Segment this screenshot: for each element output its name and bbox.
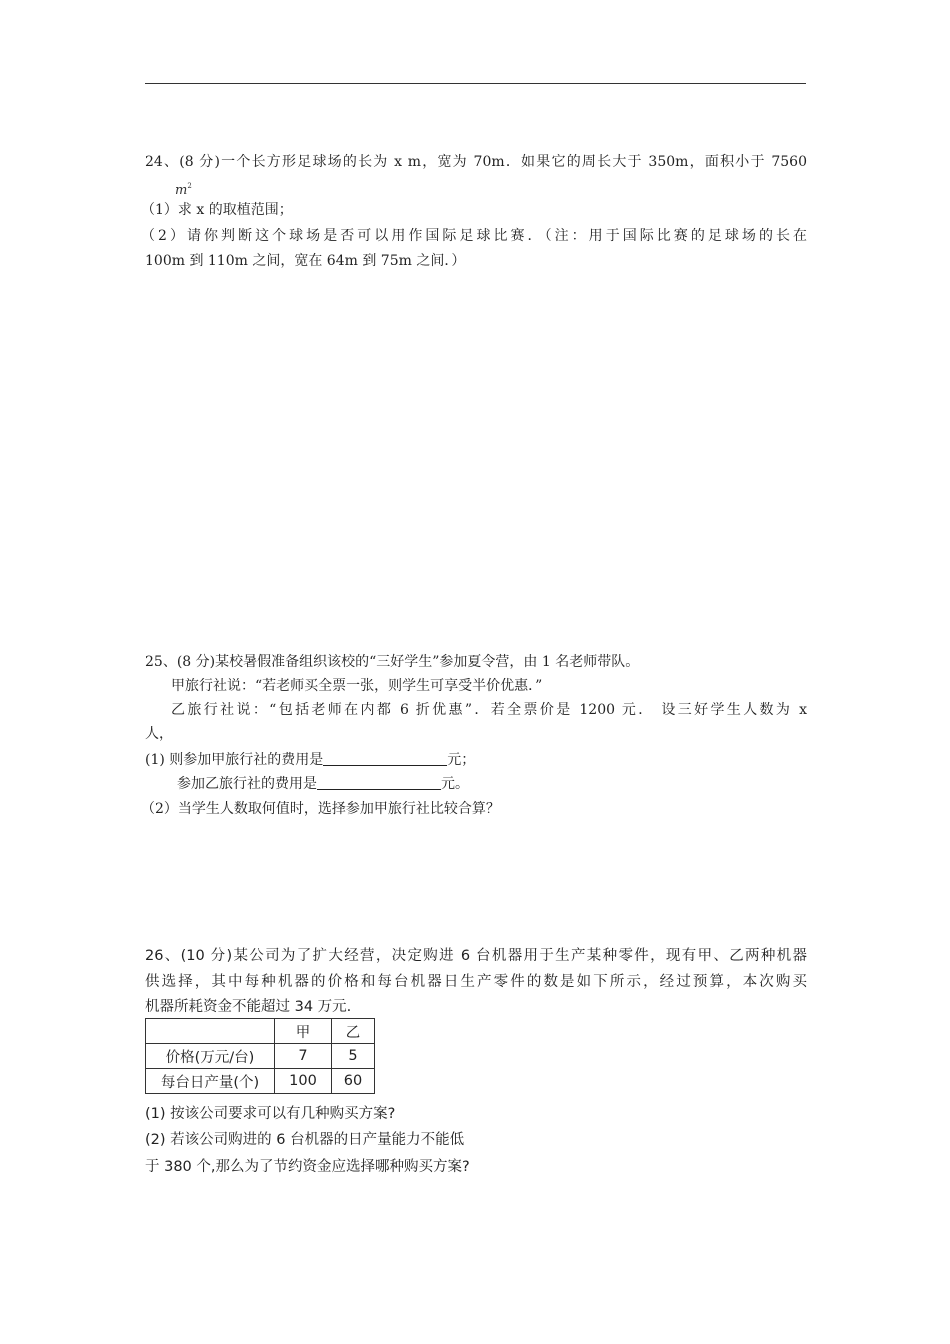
q25-line4: 人， bbox=[145, 726, 173, 742]
table-header-cell: 甲 bbox=[275, 1019, 332, 1044]
table-cell: 每台日产量(个) bbox=[146, 1069, 275, 1094]
q25-line1: 25、(8 分)某校暑假准备组织该校的“三好学生”参加夏令营，由 1 名老师带队。 bbox=[145, 654, 640, 670]
table-header-cell bbox=[146, 1019, 275, 1044]
table-cell: 5 bbox=[332, 1044, 375, 1069]
q26-line1: 26、(10 分)某公司为了扩大经营，决定购进 6 台机器用于生产某种零件，现有甲、乙两种机器 bbox=[145, 948, 807, 964]
q26-line3: 机器所耗资金不能超过 34 万元. bbox=[145, 999, 352, 1015]
q24-part2-line2: 100m 到 110m 之间，宽在 64m 到 75m 之间．） bbox=[145, 253, 466, 269]
q26-line2: 供选择，其中每种机器的价格和每台机器日生产零件的数是如下所示，经过预算，本次购买 bbox=[145, 974, 807, 990]
q24-part1: （1）求 x 的取植范围； bbox=[141, 202, 293, 218]
table-cell: 价格(万元/台) bbox=[146, 1044, 275, 1069]
q25-line2: 甲旅行社说：“若老师买全票一张，则学生可享受半价优惠．” bbox=[171, 678, 543, 694]
q26-part2-line2: 于 380 个,那么为了节约资金应选择哪种购买方案? bbox=[145, 1159, 470, 1175]
q24-area-unit bbox=[175, 176, 192, 201]
header-rule bbox=[145, 83, 806, 84]
table-row bbox=[146, 1044, 375, 1069]
table-header-cell: 乙 bbox=[332, 1019, 375, 1044]
q25-part2: （2）当学生人数取何值时，选择参加甲旅行社比较合算？ bbox=[141, 801, 500, 817]
q25-part1: (1) 则参加甲旅行社的费用是 元； bbox=[145, 749, 475, 770]
table-header-row bbox=[146, 1019, 375, 1044]
q26-part1: (1) 按该公司要求可以有几种购买方案? bbox=[145, 1106, 396, 1122]
q25-line3: 乙旅行社说：“包括老师在内都 6 折优惠”．若全票价是 1200 元． 设三好学生人数为 x bbox=[171, 702, 807, 718]
table-cell: 100 bbox=[275, 1069, 332, 1094]
q24-part2-line1: （2）请你判断这个球场是否可以用作国际足球比赛．（注：用于国际比赛的足球场的长在 bbox=[141, 228, 807, 244]
table-row bbox=[146, 1069, 375, 1094]
answer-blank-yi[interactable] bbox=[317, 773, 441, 790]
area-unit-m2: $m^2$ bbox=[175, 182, 192, 198]
table-cell: 7 bbox=[275, 1044, 332, 1069]
q25-part1b: 参加乙旅行社的费用是 元。 bbox=[177, 773, 469, 794]
q26-part2-line1: (2) 若该公司购进的 6 台机器的日产量能力不能低 bbox=[145, 1132, 465, 1148]
answer-blank-jia[interactable] bbox=[323, 749, 447, 766]
machine-table bbox=[145, 1018, 375, 1094]
q24-line1: 24、(8 分)一个长方形足球场的长为 x m，宽为 70m．如果它的周长大于 350m，面积小于 7560 bbox=[145, 154, 807, 170]
table-cell: 60 bbox=[332, 1069, 375, 1094]
